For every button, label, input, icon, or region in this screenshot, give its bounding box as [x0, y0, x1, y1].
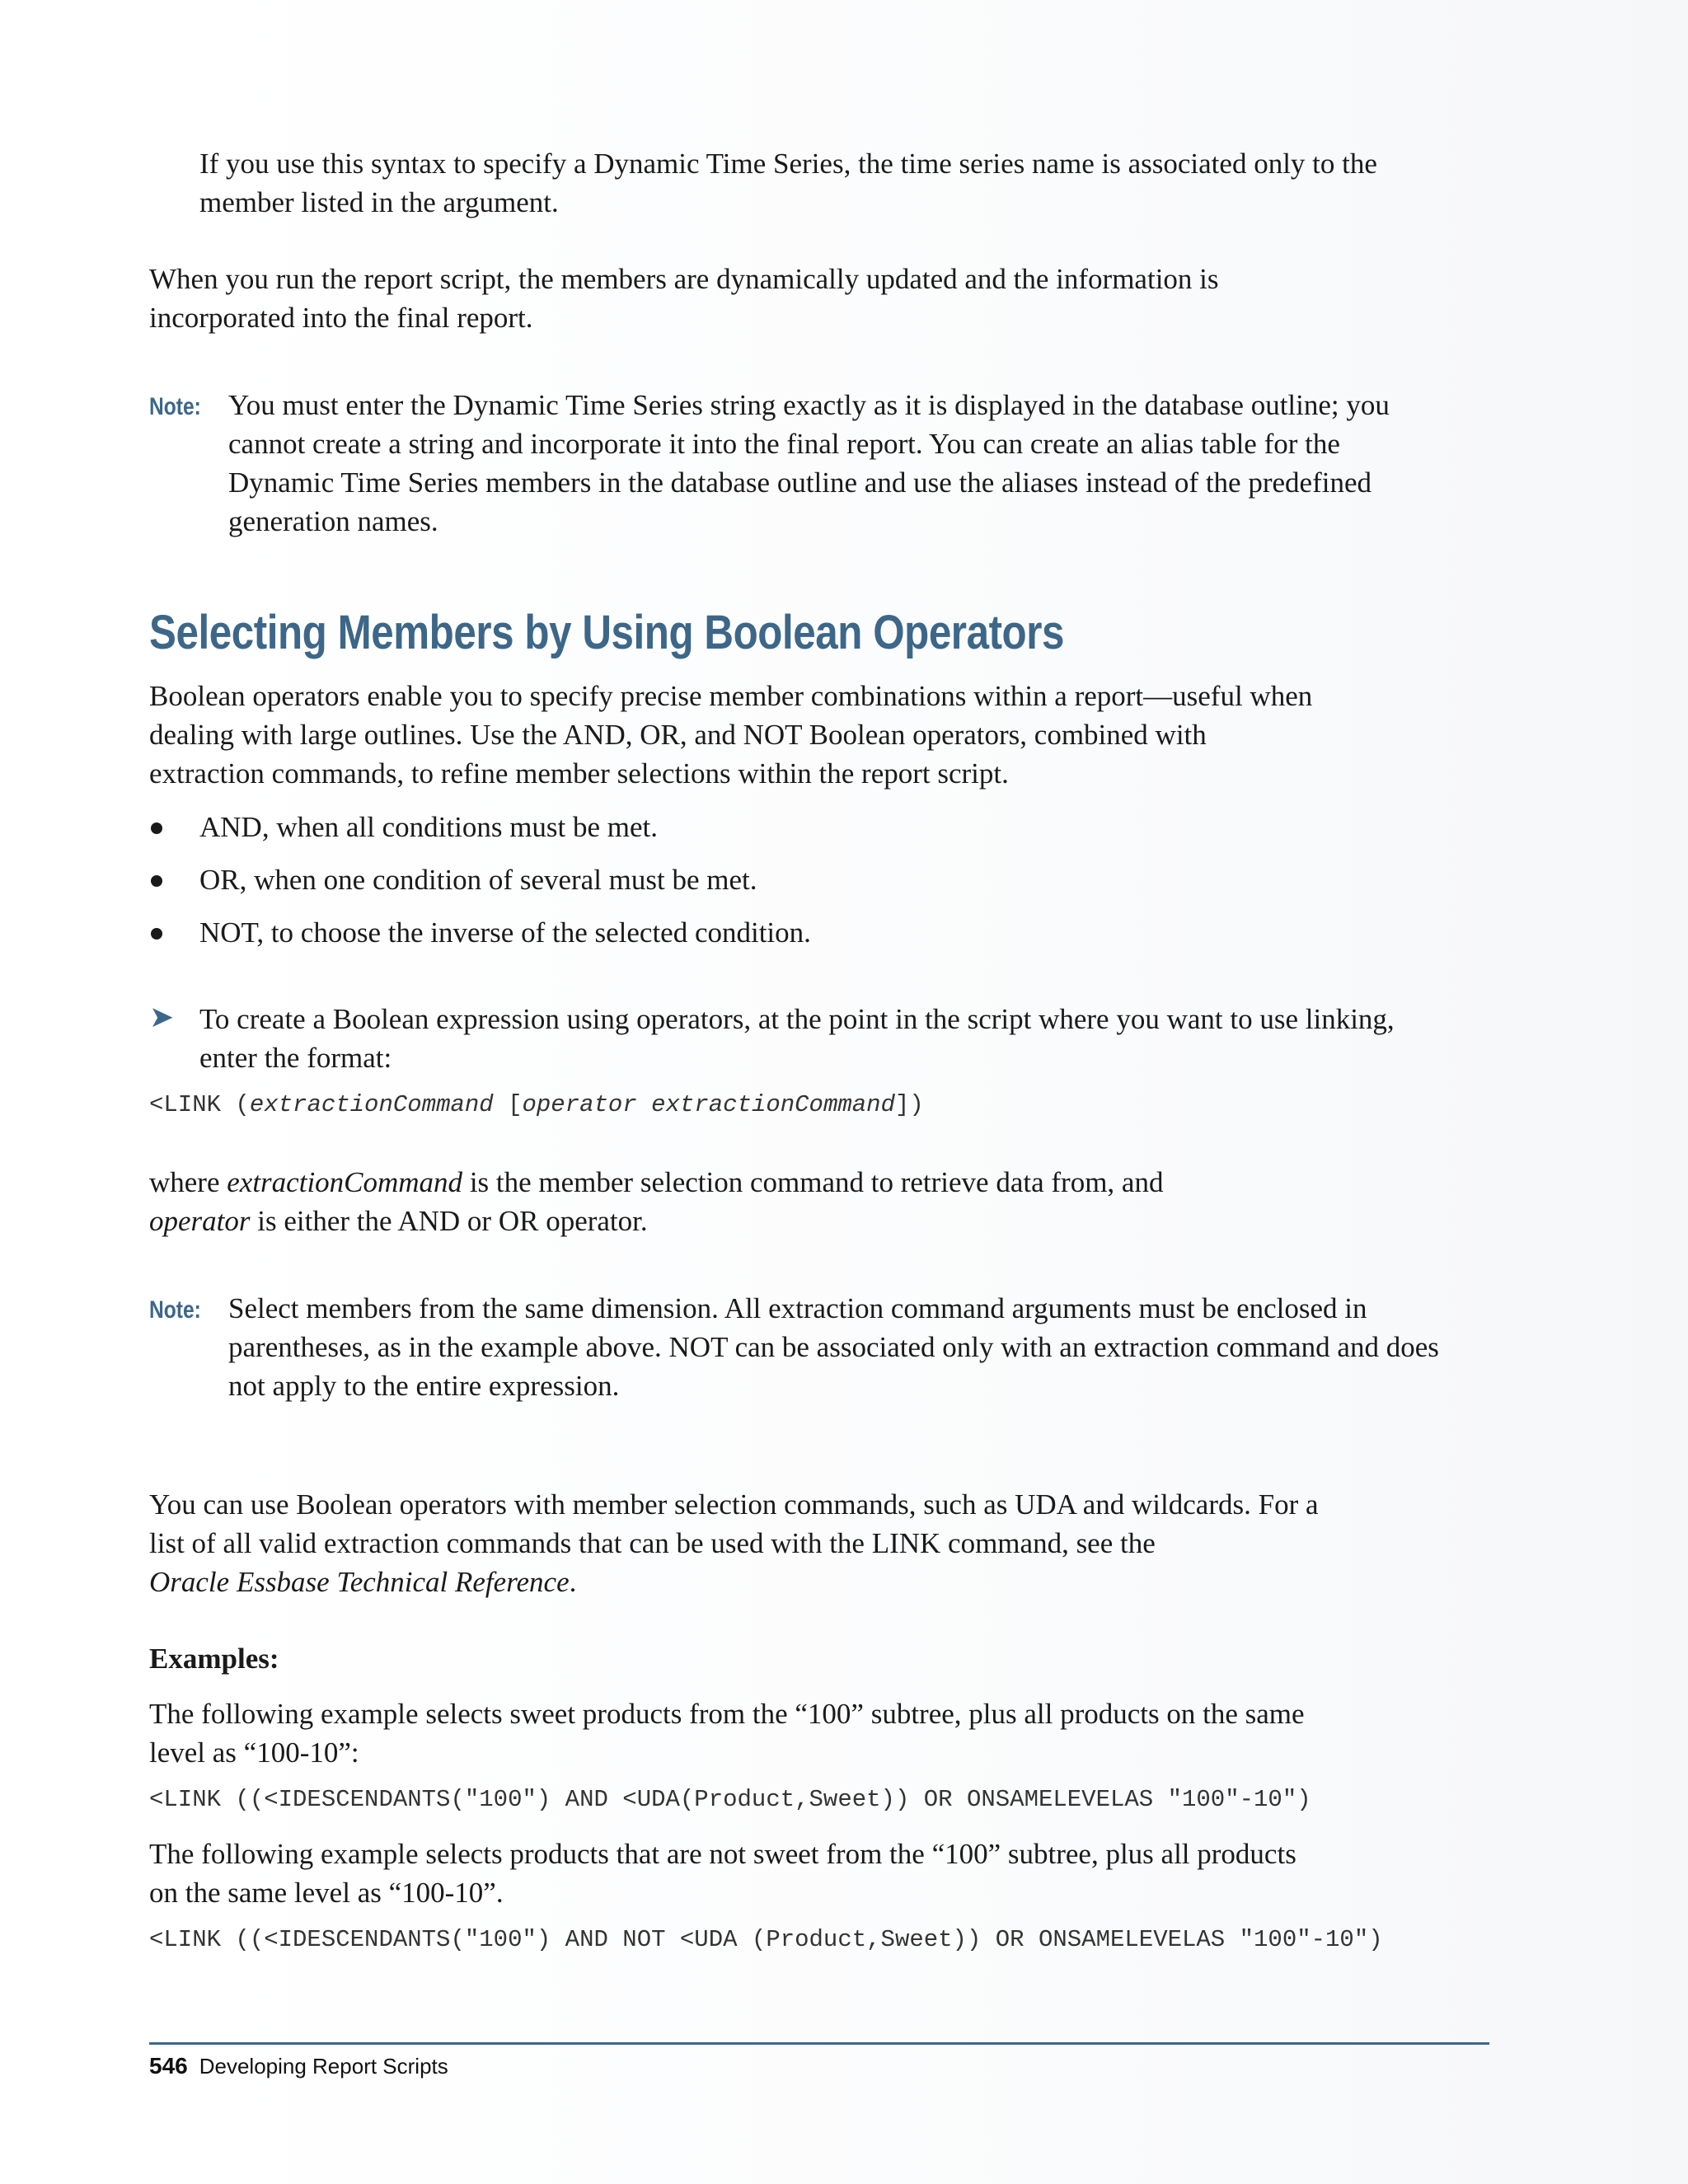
example-2-code: <LINK ((<IDESCENDANTS("100") AND NOT <UDA (Product,Sweet)) OR ONSAMELEVELAS "100"-10")	[149, 1926, 1383, 1953]
note-text: You must enter the Dynamic Time Series string exactly as it is displayed in the database outline; you cannot create a string and incorporate it into the final report. You can create an alias table for the Dynamic Time Series members in the database outline and use the aliases instead of the predefined generation names.	[228, 389, 1390, 537]
task-text: To create a Boolean expression using operators, at the point in the script where you want to use linking, enter the format:	[199, 1003, 1395, 1074]
list-item: OR, when one condition of several must be met.	[149, 860, 1484, 899]
where-paragraph: where extractionCommand is the member selection command to retrieve data from, and operator is either the AND or OR operator.	[149, 1166, 1164, 1237]
footer-rule	[149, 2042, 1489, 2045]
page-number: 546	[149, 2053, 188, 2079]
examples-label: Examples:	[149, 1643, 279, 1675]
bullet-icon	[151, 875, 162, 887]
usage-paragraph: You can use Boolean operators with member selection commands, such as UDA and wildcards. For a list of all valid extraction commands that can be used with the LINK command, see the Oracle Essbase Technical Reference.	[149, 1488, 1319, 1598]
note-text: Select members from the same dimension. All extraction command arguments must be enclosed in parentheses, as in the example above. NOT can be associated only with an extraction command and does not apply to the entire expression.	[228, 1292, 1439, 1402]
page-footer	[149, 2042, 1489, 2079]
example-1-code: <LINK ((<IDESCENDANTS("100") AND <UDA(Product,Sweet)) OR ONSAMELEVELAS "100"-10")	[149, 1786, 1311, 1813]
footer-chapter-title: Developing Report Scripts	[199, 2054, 448, 2079]
example-1-description: The following example selects sweet products from the “100” subtree, plus all products on the same level as “100-10”:	[149, 1698, 1305, 1769]
example-2-description: The following example selects products that are not sweet from the “100” subtree, plus all products on the same level as “100-10”.	[149, 1838, 1296, 1909]
section-heading: Selecting Members by Using Boolean Operators	[149, 606, 1065, 659]
note-label: Note:	[149, 1296, 201, 1324]
bullet-icon	[151, 823, 162, 834]
section-intro: Boolean operators enable you to specify precise member combinations within a report—useful when dealing with large outlines. Use the AND, OR, and NOT Boolean operators, combined with extraction commands, to refine member selections within the report script.	[149, 680, 1313, 790]
note-1	[149, 386, 1448, 541]
bullet-icon	[151, 928, 162, 940]
operator-list	[149, 808, 1484, 952]
syntax-code: <LINK (extractionCommand [operator extractionCommand])	[149, 1091, 924, 1118]
intro-paragraph: When you run the report script, the members are dynamically updated and the information is incorporated into the final report.	[149, 263, 1219, 334]
page-content	[149, 144, 1484, 1957]
task-arrow-icon: ➤	[149, 1001, 175, 1034]
list-item: AND, when all conditions must be met.	[149, 808, 1484, 846]
intro-indented-paragraph: If you use this syntax to specify a Dynamic Time Series, the time series name is associated only to the member listed in the argument.	[199, 148, 1377, 218]
note-label: Note:	[149, 393, 201, 420]
list-item: NOT, to choose the inverse of the selected condition.	[149, 913, 1484, 952]
footer-line	[149, 2053, 1489, 2079]
reference-title: Oracle Essbase Technical Reference	[149, 1566, 570, 1598]
note-2	[149, 1289, 1448, 1405]
task-instruction	[149, 1000, 1436, 1077]
